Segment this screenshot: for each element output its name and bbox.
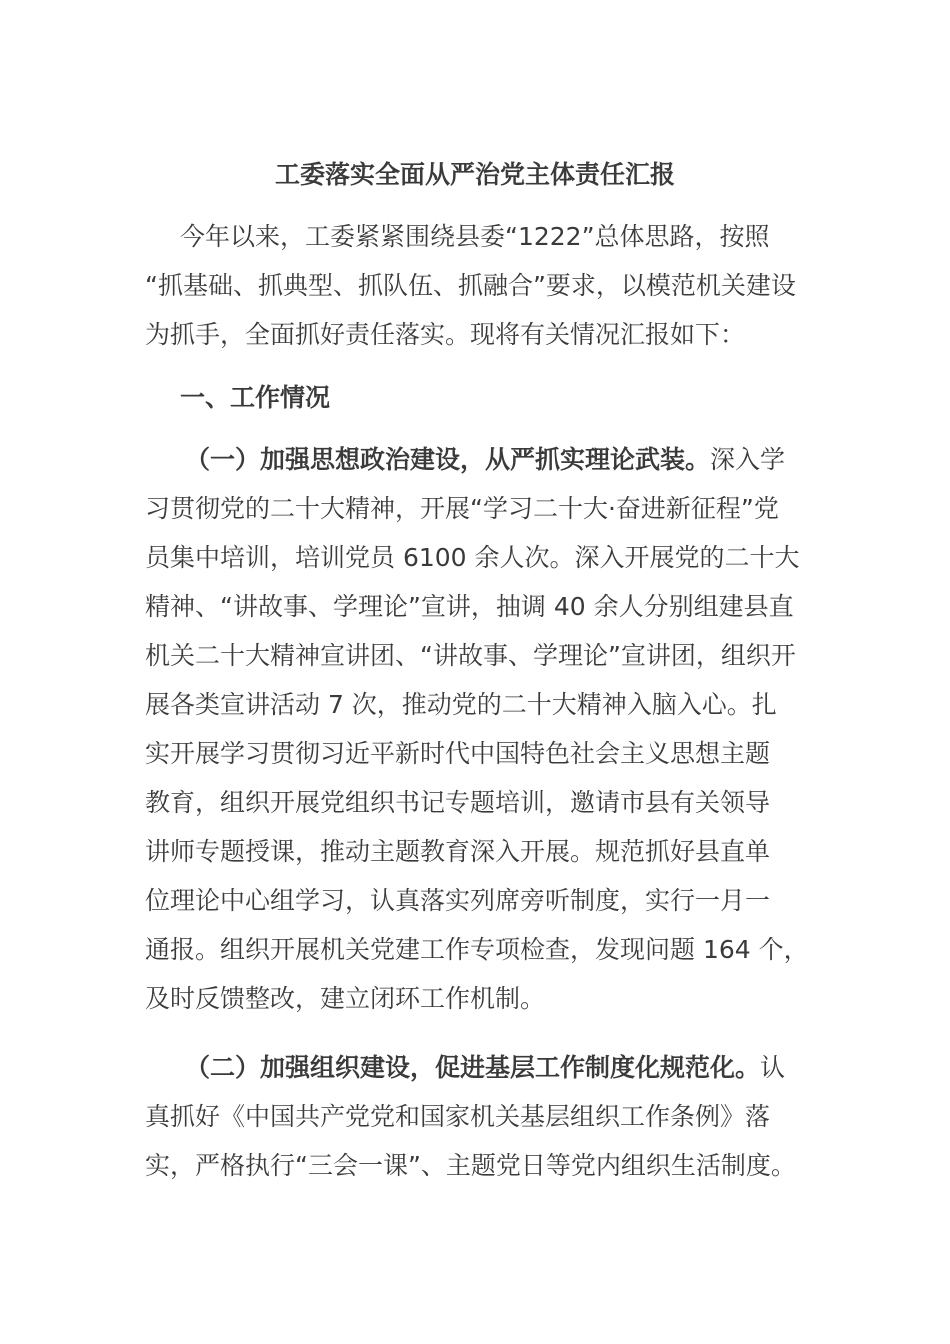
paragraph-text: 认 <box>760 1053 786 1082</box>
paragraph-line: 教育，组织开展党组织书记专题培训，邀请市县有关领导 <box>145 788 771 817</box>
paragraph-line: 及时反馈整改，建立闭环工作机制。 <box>145 984 546 1013</box>
paragraph-line: 精神、“讲故事、学理论”宣讲，抽调 40 余人分别组建县直 <box>145 592 794 621</box>
paragraph-line: 今年以来，工委紧紧围绕县委“1222”总体思路，按照 <box>180 222 770 251</box>
paragraph-line: 实，严格执行“三会一课”、主题党日等党内组织生活制度。 <box>145 1151 796 1180</box>
subheading: （二）加强组织建设，促进基层工作制度化规范化。 <box>185 1053 761 1082</box>
paragraph-line <box>185 1052 885 1084</box>
paragraph-line: 机关二十大精神宣讲团、“讲故事、学理论”宣讲团，组织开 <box>145 641 796 670</box>
paragraph-line: 实开展学习贯彻习近平新时代中国特色社会主义思想主题 <box>145 739 771 768</box>
paragraph-line: 真抓好《中国共产党党和国家机关基层组织工作条例》落 <box>145 1102 771 1131</box>
document-title: 工委落实全面从严治党主体责任汇报 <box>274 160 675 189</box>
paragraph-line: 为抓手，全面抓好责任落实。现将有关情况汇报如下： <box>145 320 746 349</box>
section-heading: 一、工作情况 <box>180 383 331 412</box>
paragraph-line: 通报。组织开展机关党建工作专项检查，发现问题 164 个， <box>145 935 809 964</box>
subheading: （一）加强思想政治建设，从严抓实理论武装。 <box>185 445 711 474</box>
paragraph-line: 展各类宣讲活动 7 次，推动党的二十大精神入脑入心。扎 <box>145 690 777 719</box>
paragraph-text: 深入学 <box>710 445 786 474</box>
paragraph-line: “抓基础、抓典型、抓队伍、抓融合”要求，以模范机关建设 <box>145 271 796 300</box>
paragraph-line <box>185 444 885 476</box>
paragraph-line: 讲师专题授课，推动主题教育深入开展。规范抓好县直单 <box>145 837 771 866</box>
paragraph-line: 位理论中心组学习，认真落实列席旁听制度，实行一月一 <box>145 886 771 915</box>
paragraph-line: 员集中培训，培训党员 6100 余人次。深入开展党的二十大 <box>145 543 800 572</box>
paragraph-line: 习贯彻党的二十大精神，开展“学习二十大·奋进新征程”党 <box>145 494 779 523</box>
